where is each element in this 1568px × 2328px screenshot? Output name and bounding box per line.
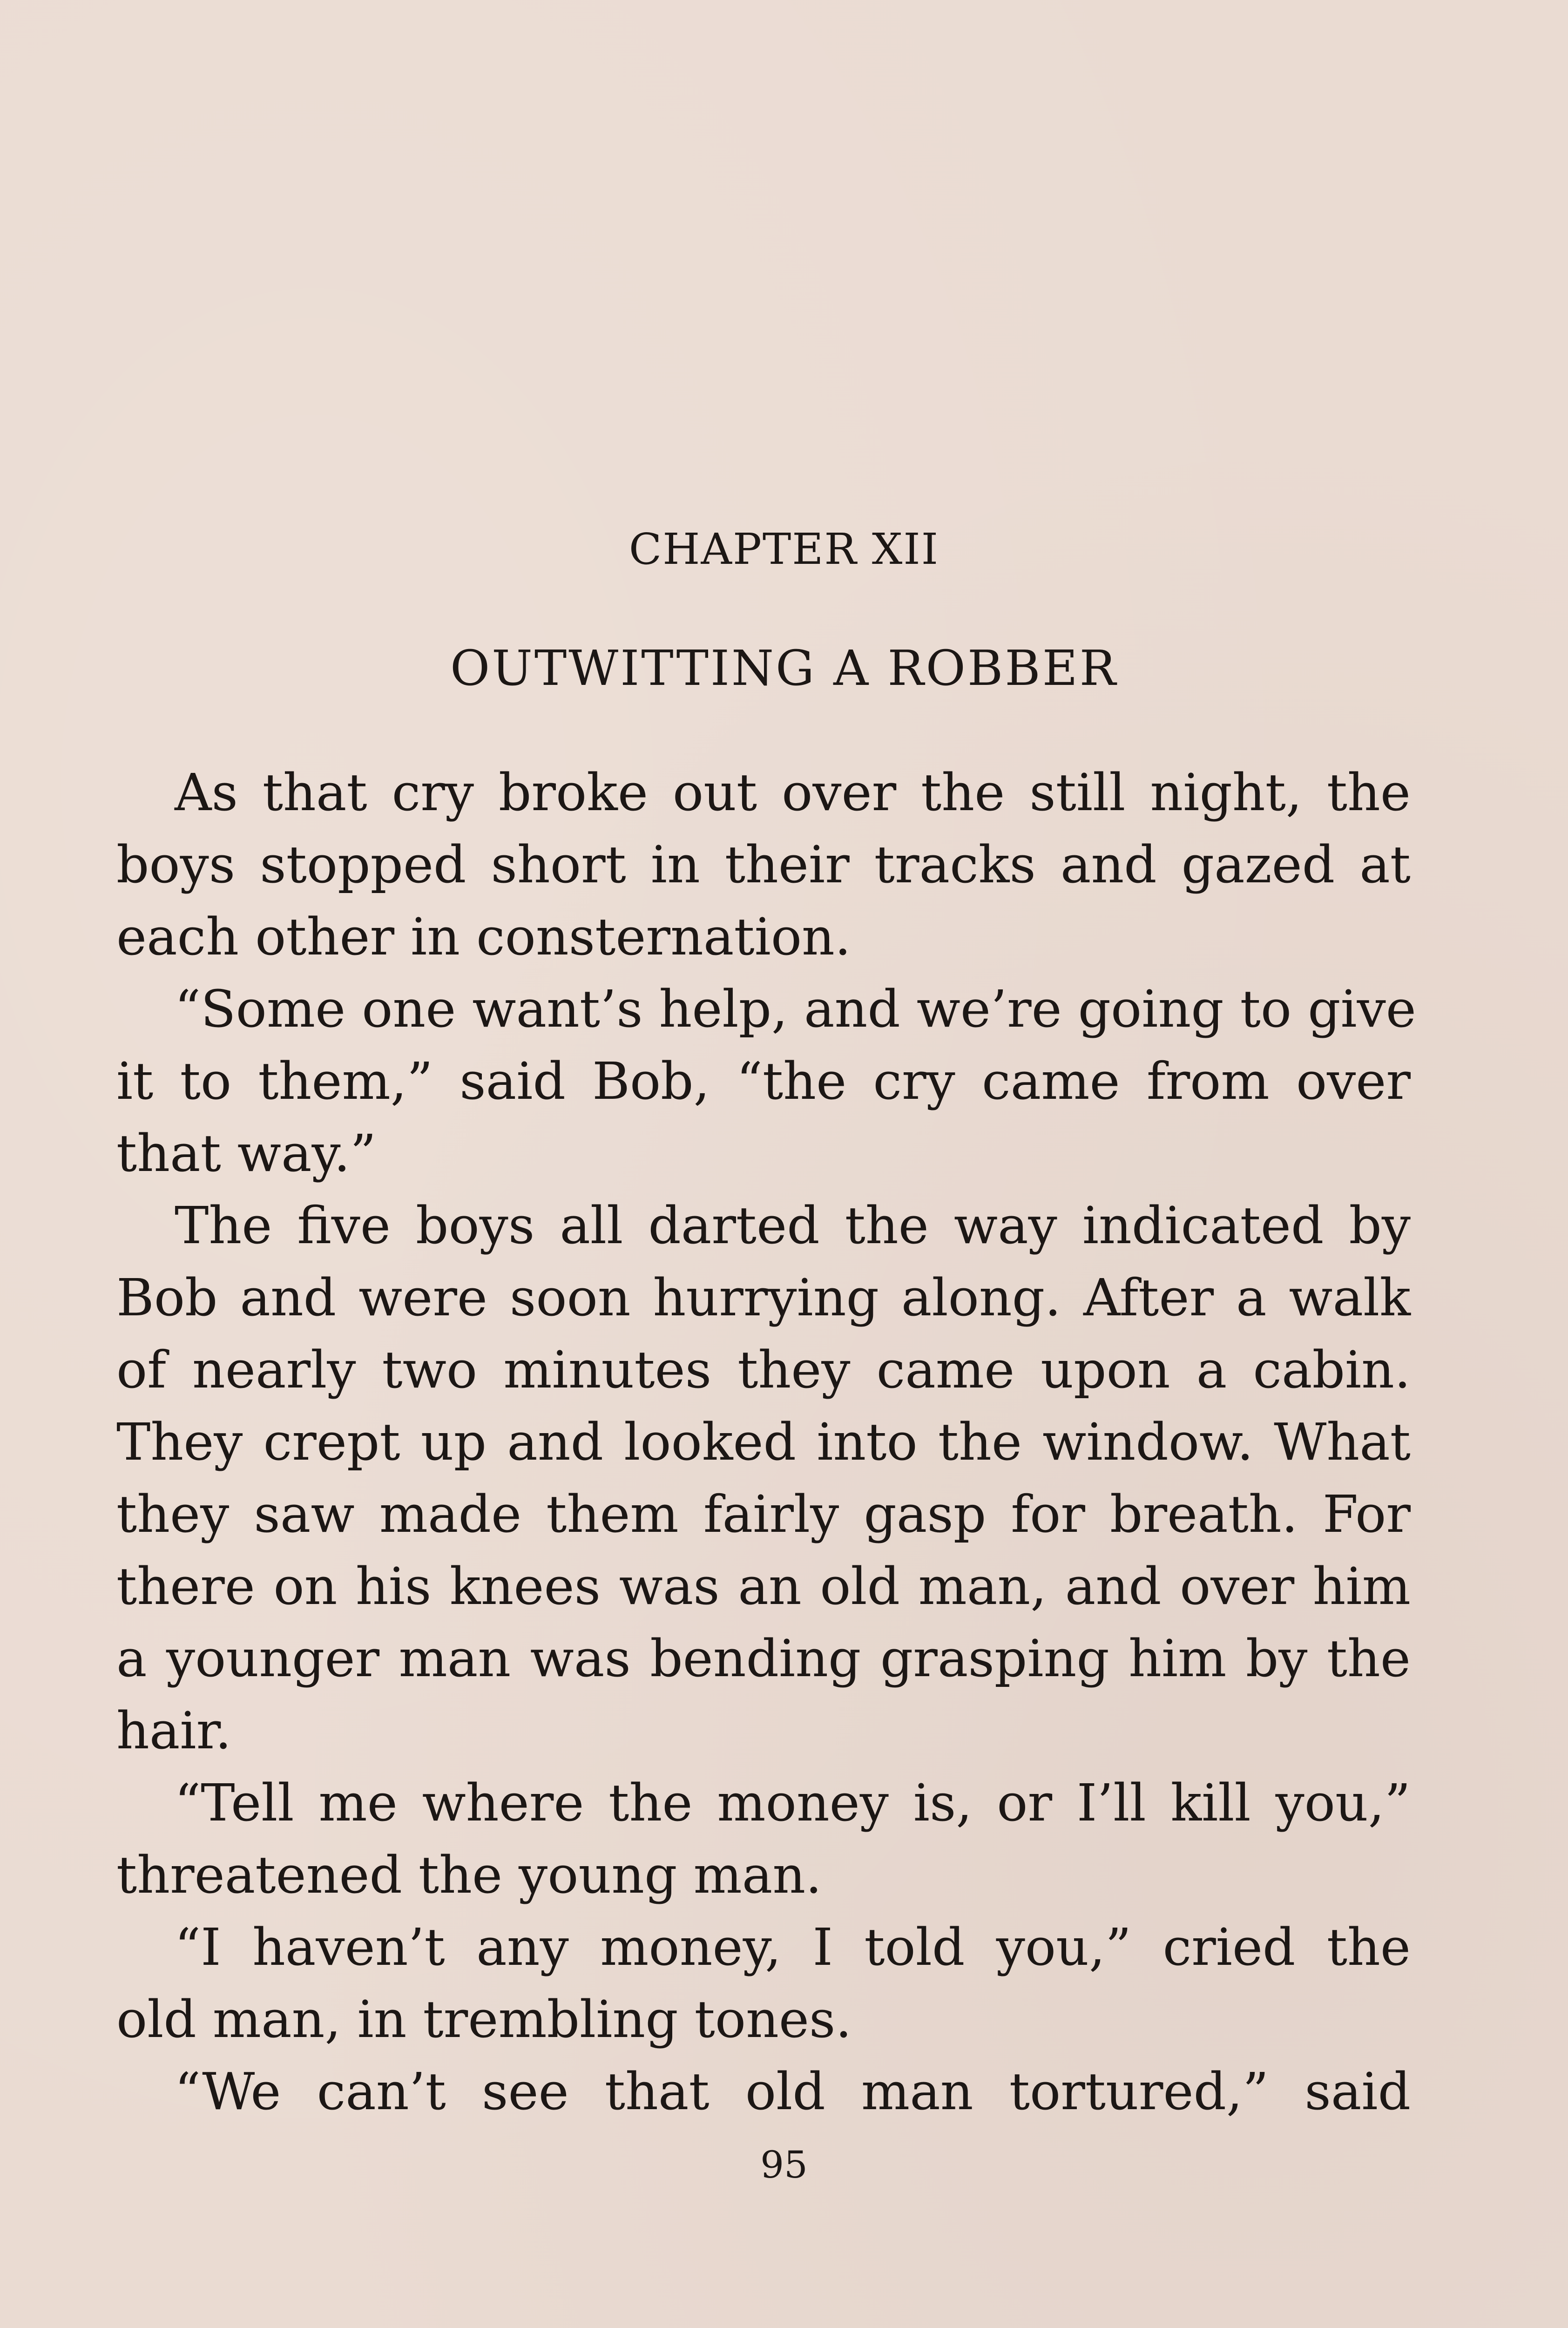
text-line: threatened the young man. [116, 1845, 822, 1905]
text-line: boys stopped short in their tracks and gazed at [116, 835, 1411, 894]
text-line: they saw made them fairly gasp for breath. For [116, 1484, 1411, 1544]
paragraph [116, 2056, 1411, 2128]
text-line: old man, in trembling tones. [116, 1990, 852, 2049]
chapter-number: CHAPTER XII [629, 524, 939, 574]
text-line: that way.” [116, 1123, 377, 1183]
text-line: “We can’t see that old man tortured,” said [175, 2062, 1411, 2121]
paragraph [116, 757, 1411, 973]
text-line: The five boys all darted the way indicated by [175, 1196, 1411, 1255]
text-line: “I haven’t any money, I told you,” cried the [175, 1917, 1411, 1977]
text-line: As that cry broke out over the still night, the [175, 763, 1411, 822]
paragraph [116, 973, 1416, 1190]
paragraph [116, 1190, 1411, 1767]
paragraph [116, 1911, 1411, 2056]
text-line: “Some one want’s help, and we’re going to give [175, 979, 1416, 1039]
page-number: 95 [760, 2143, 808, 2186]
text-line: there on his knees was an old man, and over him [116, 1557, 1411, 1616]
text-line: Bob and were soon hurrying along. After a walk [116, 1268, 1411, 1327]
text-line: They crept up and looked into the window. What [116, 1412, 1411, 1472]
text-line: hair. [116, 1701, 232, 1760]
text-line: it to them,” said Bob, “the cry came from over [116, 1051, 1411, 1111]
chapter-title: OUTWITTING A ROBBER [450, 640, 1118, 697]
text-line: “Tell me where the money is, or I’ll kill you,” [175, 1773, 1411, 1833]
body-text [116, 757, 1416, 2128]
text-line: of nearly two minutes they came upon a cabin. [116, 1340, 1411, 1400]
text-line: each other in consternation. [116, 907, 851, 967]
text-line: a younger man was bending grasping him by the [116, 1629, 1411, 1688]
paragraph [116, 1767, 1411, 1911]
